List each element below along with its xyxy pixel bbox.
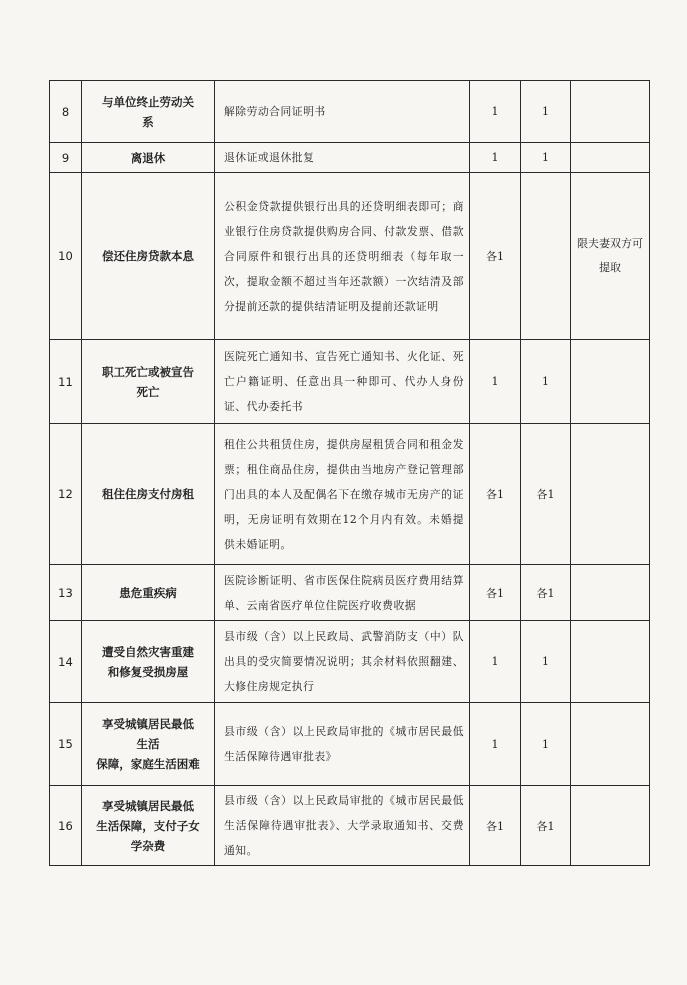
withdrawal-reason: 享受城镇居民最低 生活 保障，家庭生活困难 [82, 703, 215, 786]
copy-count: 各1 [521, 424, 571, 565]
copy-count [521, 173, 571, 340]
original-count: 各1 [470, 173, 521, 340]
original-count: 1 [470, 703, 521, 786]
required-materials: 公积金贷款提供银行出具的还贷明细表即可；商业银行住房贷款提供购房合同、付款发票、借款合同原件和银行出具的还贷明细表（每年取一次，提取金额不超过当年还款额）一次结清及部分提前还款的提供结清证明及提前还款证明 [215, 173, 470, 340]
original-count: 1 [470, 81, 521, 143]
table-row [50, 621, 650, 703]
withdrawal-materials-table [49, 80, 650, 866]
copy-count: 1 [521, 143, 571, 173]
copy-count: 1 [521, 621, 571, 703]
remark [571, 565, 650, 621]
withdrawal-reason: 离退休 [82, 143, 215, 173]
withdrawal-reason: 享受城镇居民最低 生活保障，支付子女 学杂费 [82, 786, 215, 866]
remark [571, 621, 650, 703]
table-row [50, 703, 650, 786]
copy-count: 各1 [521, 565, 571, 621]
withdrawal-reason: 职工死亡或被宣告 死亡 [82, 340, 215, 424]
table-row [50, 786, 650, 866]
remark [571, 81, 650, 143]
withdrawal-reason: 与单位终止劳动关 系 [82, 81, 215, 143]
required-materials: 租住公共租赁住房，提供房屋租赁合同和租金发票；租住商品住房，提供由当地房产登记管理部门出具的本人及配偶名下在缴存城市无房产的证明，无房证明有效期在12个月内有效。未婚提供未婚证明。 [215, 424, 470, 565]
remark [571, 786, 650, 866]
table-row [50, 424, 650, 565]
withdrawal-reason: 偿还住房贷款本息 [82, 173, 215, 340]
remark [571, 703, 650, 786]
row-number: 10 [50, 173, 82, 340]
required-materials: 退休证或退休批复 [215, 143, 470, 173]
copy-count: 1 [521, 340, 571, 424]
row-number: 11 [50, 340, 82, 424]
original-count: 1 [470, 340, 521, 424]
row-number: 8 [50, 81, 82, 143]
table-row [50, 81, 650, 143]
row-number: 15 [50, 703, 82, 786]
copy-count: 各1 [521, 786, 571, 866]
row-number: 16 [50, 786, 82, 866]
required-materials: 医院诊断证明、省市医保住院病员医疗费用结算单、云南省医疗单位住院医疗收费收据 [215, 565, 470, 621]
remark [571, 143, 650, 173]
original-count: 各1 [470, 565, 521, 621]
row-number: 13 [50, 565, 82, 621]
withdrawal-reason: 租住住房支付房租 [82, 424, 215, 565]
required-materials: 医院死亡通知书、宣告死亡通知书、火化证、死亡户籍证明、任意出具一种即可、代办人身份证、代办委托书 [215, 340, 470, 424]
original-count: 1 [470, 621, 521, 703]
original-count: 各1 [470, 424, 521, 565]
remark: 限夫妻双方可提取 [571, 173, 650, 340]
copy-count: 1 [521, 81, 571, 143]
row-number: 12 [50, 424, 82, 565]
required-materials: 县市级（含）以上民政局审批的《城市居民最低生活保障待遇审批表》、大学录取通知书、交费通知。 [215, 786, 470, 866]
table-row [50, 565, 650, 621]
table-row [50, 173, 650, 340]
required-materials: 解除劳动合同证明书 [215, 81, 470, 143]
original-count: 1 [470, 143, 521, 173]
original-count: 各1 [470, 786, 521, 866]
remark [571, 424, 650, 565]
table-row [50, 340, 650, 424]
copy-count: 1 [521, 703, 571, 786]
table-row [50, 143, 650, 173]
row-number: 14 [50, 621, 82, 703]
remark [571, 340, 650, 424]
withdrawal-reason: 患危重疾病 [82, 565, 215, 621]
required-materials: 县市级（含）以上民政局、武警消防支（中）队出具的受灾简要情况说明；其余材料依照翻建、大修住房规定执行 [215, 621, 470, 703]
required-materials: 县市级（含）以上民政局审批的《城市居民最低生活保障待遇审批表》 [215, 703, 470, 786]
withdrawal-reason: 遭受自然灾害重建 和修复受损房屋 [82, 621, 215, 703]
row-number: 9 [50, 143, 82, 173]
